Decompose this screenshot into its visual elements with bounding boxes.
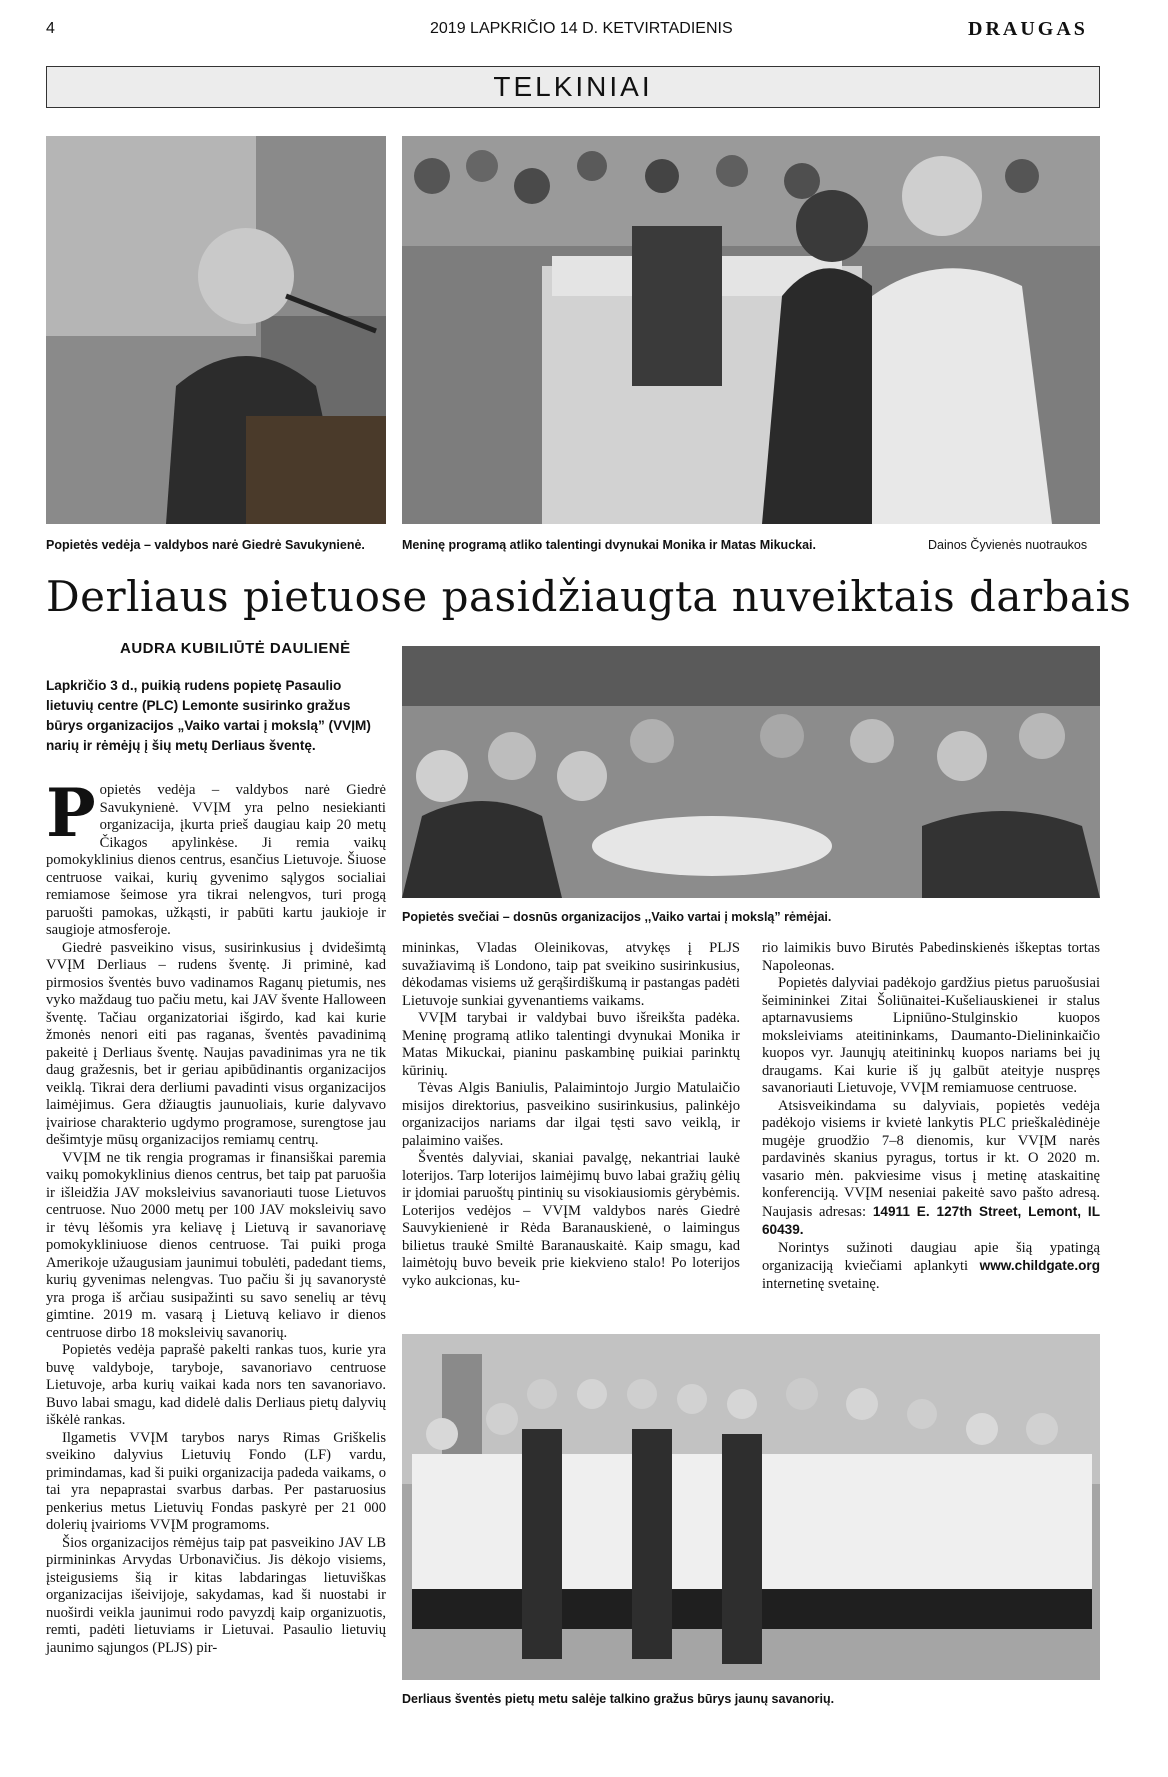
guests-photo-caption: Popietės svečiai – dosnūs organizacijos ,,Vaiko vartai į mokslą” rėmėjai. bbox=[402, 910, 832, 924]
paragraph: Atsisveikindama su dalyviais, popietės vedėja padėkojo visiems ir kvietė lankytis PLC prieškalėdinėje mugėje gruodžio 7–8 dienomis, kur VVĮM narės pardavinės skanius pyragus, tortus ir kt. O 2020 m. vasario mėn. pakviesime visus į metinę ataskaitinę konferenciją. VVĮM neseniai pakeitė savo pašto adresą. Naujasis adresas: 14911 E. 127th Street, Lemont, IL 60439. bbox=[762, 1097, 1100, 1237]
piano-photo bbox=[402, 136, 1100, 524]
paragraph: Norintys sužinoti daugiau apie šią ypatingą organizaciją kviečiami aplankyti www.childgate.org internetinę svetainę. bbox=[762, 1239, 1100, 1292]
paragraph: VVĮM ne tik rengia programas ir finansiškai paremia vaikų pomokyklinius dienos centrus, bet taip pat paruošia ir išleidžia JAV moksleivius savanoriauti tuose Lietuvos centruose. Nuo 2000 metų per 100 JAV moksleivių savo ir tėvų lėšomis yra keliavę į Lietuvą ir savanoriavę pomokykliniuose dienos centruose. Tai puiki proga Amerikoje užaugusiam jaunimui tobulėti, padedant tiems, kurių gyvenimas nelengvas. Tuo pačiu ši jų savanorystė yra proga iš arčiau susipažinti su savo senelių ar tėvų gimtine. 2019 m. vasarą į Lietuvą keliavo ir dienos centruose dirbo 18 moksleivių savanorių. bbox=[46, 1149, 386, 1341]
paragraph: VVĮM tarybai ir valdybai buvo išreikšta padėka. Meninę programą atliko talentingi dvynukai Monika ir Matas Mikuckai, pianinu paskambinę puikiai parinktų kūrinių. bbox=[402, 1010, 740, 1079]
volunteers-photo-caption: Derliaus šventės pietų metu salėje talkino gražus būrys jaunų savanorių. bbox=[402, 1692, 835, 1706]
photo-credit: Dainos Čyvienės nuotraukos bbox=[928, 538, 1088, 552]
paragraph: Tėvas Algis Baniulis, Palaimintojo Jurgio Matulaičio misijos direktorius, pasveikino susirinkusius, palinkėjo organizacijos nariams dar ilgai tęsti savo veiklą, ir palaimino vaišes. bbox=[402, 1080, 740, 1149]
date-line: 2019 LAPKRIČIO 14 D. KETVIRTADIENIS bbox=[430, 20, 733, 37]
paragraph: rio laimikis buvo Birutės Pabedinskienės iškeptas tortas Napoleonas. bbox=[762, 940, 1100, 974]
mailing-address: 14911 E. 127th Street, Lemont, IL 60439. bbox=[762, 1203, 1100, 1237]
speaker-photo-caption: Popietės vedėja – valdybos narė Giedrė Savukynienė. bbox=[46, 538, 365, 552]
paragraph: Šios organizacijos rėmėjus taip pat pasveikino JAV LB pirmininkas Arvydas Urbonavičius. Jis dėkojo visiems, įsteigusiems šią ir kitas labdaringas lietuviškas organizacijas išeivijoje, sakydamas, kad ši nuostabi ir nuoširdi veikla jaunimui rodo pavyzdį kaip organizuotis, remti, padėti lietuviams ir Lietuvai. Pasaulio lietuvių jaunimo sąjungos (PLJS) pir- bbox=[46, 1534, 386, 1656]
paragraph: Popietės vedėja – valdybos narė Giedrė Savukynienė. VVĮM yra pelno nesiekianti organizacija, įkurta prieš daugiau kaip 20 metų Čikagos apylinkėse. Ji remia vaikų pomokyklinius dienos centrus, esančius Lietuvoje. Šiuose centruose vaikai, kurių gyvenimo sąlygos socialiai remiamose šeimose yra tikrai nelengvos, turi progą paruošti pamokas, užkąsti, ir pabūti kartu jaukioje ir saugioje atmosferoje. bbox=[46, 774, 386, 938]
piano-photo-caption: Meninę programą atliko talentingi dvynukai Monika ir Matas Mikuckai. bbox=[402, 538, 816, 552]
paragraph: Popietės dalyviai padėkojo gardžius pietus paruošusiai šeimininkei Zitai Šoliūnaitei-Kušeliauskienei ir stalus aptarnavusiems Lipniūno-Stulginskio kuopos moksleiviams ateitininkams, Daumanto-Dielininkaičio kuopos vyr. Jaunųjų ateitininkų kuopos nariams bei jų draugams. Kai kurie iš jų galbūt ateityje nuspręs savanoriauti Lietuvoje, VVĮM remiamuose centruose. bbox=[762, 975, 1100, 1096]
article-lead: Lapkričio 3 d., puikią rudens popietę Pasaulio lietuvių centre (PLC) Lemonte susirinko gražus būrys organizacijos „Vaiko vartai į mokslą” (VVĮM) narių ir rėmėjų į šių metų Derliaus šventę. bbox=[46, 678, 371, 753]
page-number: 4 bbox=[46, 20, 55, 37]
article-headline: Derliaus pietuose pasidžiaugta nuveiktais darbais bbox=[46, 572, 1132, 621]
speaker-photo bbox=[46, 136, 386, 524]
article-column-2 bbox=[402, 940, 740, 1290]
section-banner bbox=[46, 66, 1100, 108]
article-column-3 bbox=[762, 940, 1100, 1293]
section-title: TELKINIAI bbox=[493, 71, 653, 102]
volunteers-photo bbox=[402, 1334, 1100, 1680]
paragraph: Giedrė pasveikino visus, susirinkusius į dvidešimtą VVĮM Derliaus – rudens šventę. Ji priminė, kad pirmosios šventės buvo vadinamos Raganų pietumis, nes vyko maždaug tuo pačiu metu, kai JAV švente Halloween šventę. Tačiau organizatoriai išgirdo, kad kai kurie žmonės nenori eiti pas raganas, šventės pavadinimą pakeitė į Derliaus šventę. Naujas pavadinimas yra ne tik daug gražesnis, bet ir geriau apibūdinantis organizacijos veiklą. Tikrai dera derliumi pavadinti visus organizacijos laimėjimus. Gera džiaugtis jaunuoliais, kurie dalyvavo įvairiose charakterio ugdymo programose, surengtose jau dešimtyje mūsų organizacijos remiamų centrų. bbox=[46, 939, 386, 1148]
website-link[interactable]: www.childgate.org bbox=[979, 1258, 1100, 1273]
byline: AUDRA KUBILIŪTĖ DAULIENĖ bbox=[120, 640, 351, 657]
masthead: DRAUGAS bbox=[968, 18, 1088, 40]
paragraph: Popietės vedėja paprašė pakelti rankas tuos, kurie yra buvę valdyboje, taryboje, savanoriavo centruose Lietuvoje, arba kurių vaikai kada nors ten savanoriavo. Buvo labai smagu, kad didelė dalis Derliaus pietų dalyvių iškėlė rankas. bbox=[46, 1342, 386, 1428]
paragraph: Šventės dalyviai, skaniai pavalgę, nekantriai laukė loterijos. Tarp loterijos laimėjimų buvo labai gražių gėlių ir įdomiai paruoštų pintinių su visokiausiomis gėrybėmis. Loterijos vedėjos – VVĮM valdybos narės Giedrė Sauvykienienė ir Rėda Baranauskienė, o laimingus bilietus traukė Smiltė Baranauskaitė. Kaip smagu, kad laimėtojų buvo beveik prie kiekvieno stalo! Po loterijos vyko aukcionas, ku- bbox=[402, 1150, 740, 1289]
paragraph: Ilgametis VVĮM tarybos narys Rimas Griškelis sveikino dalyvius Lietuvių Fondo (LF) vardu, primindamas, kad ši puiki organizacija padeda vaikams, o tai yra nepaprastai svarbus darbas. Per pastaruosius penkerius metus Lietuvių Fondas paskyrė per 21 000 dolerių įvairioms VVĮM programoms. bbox=[46, 1429, 386, 1533]
paragraph: mininkas, Vladas Oleinikovas, atvykęs į PLJS suvažiavimą iš Londono, taip pat sveikino susirinkusius, dėkodamas visiems už gerąširdiškumą ir pastangas padėti Lietuvoje sunkiai gyvenantiems vaikams. bbox=[402, 940, 740, 1009]
article-column-1 bbox=[46, 774, 386, 1657]
guests-photo bbox=[402, 646, 1100, 898]
drop-cap: P bbox=[46, 774, 96, 852]
